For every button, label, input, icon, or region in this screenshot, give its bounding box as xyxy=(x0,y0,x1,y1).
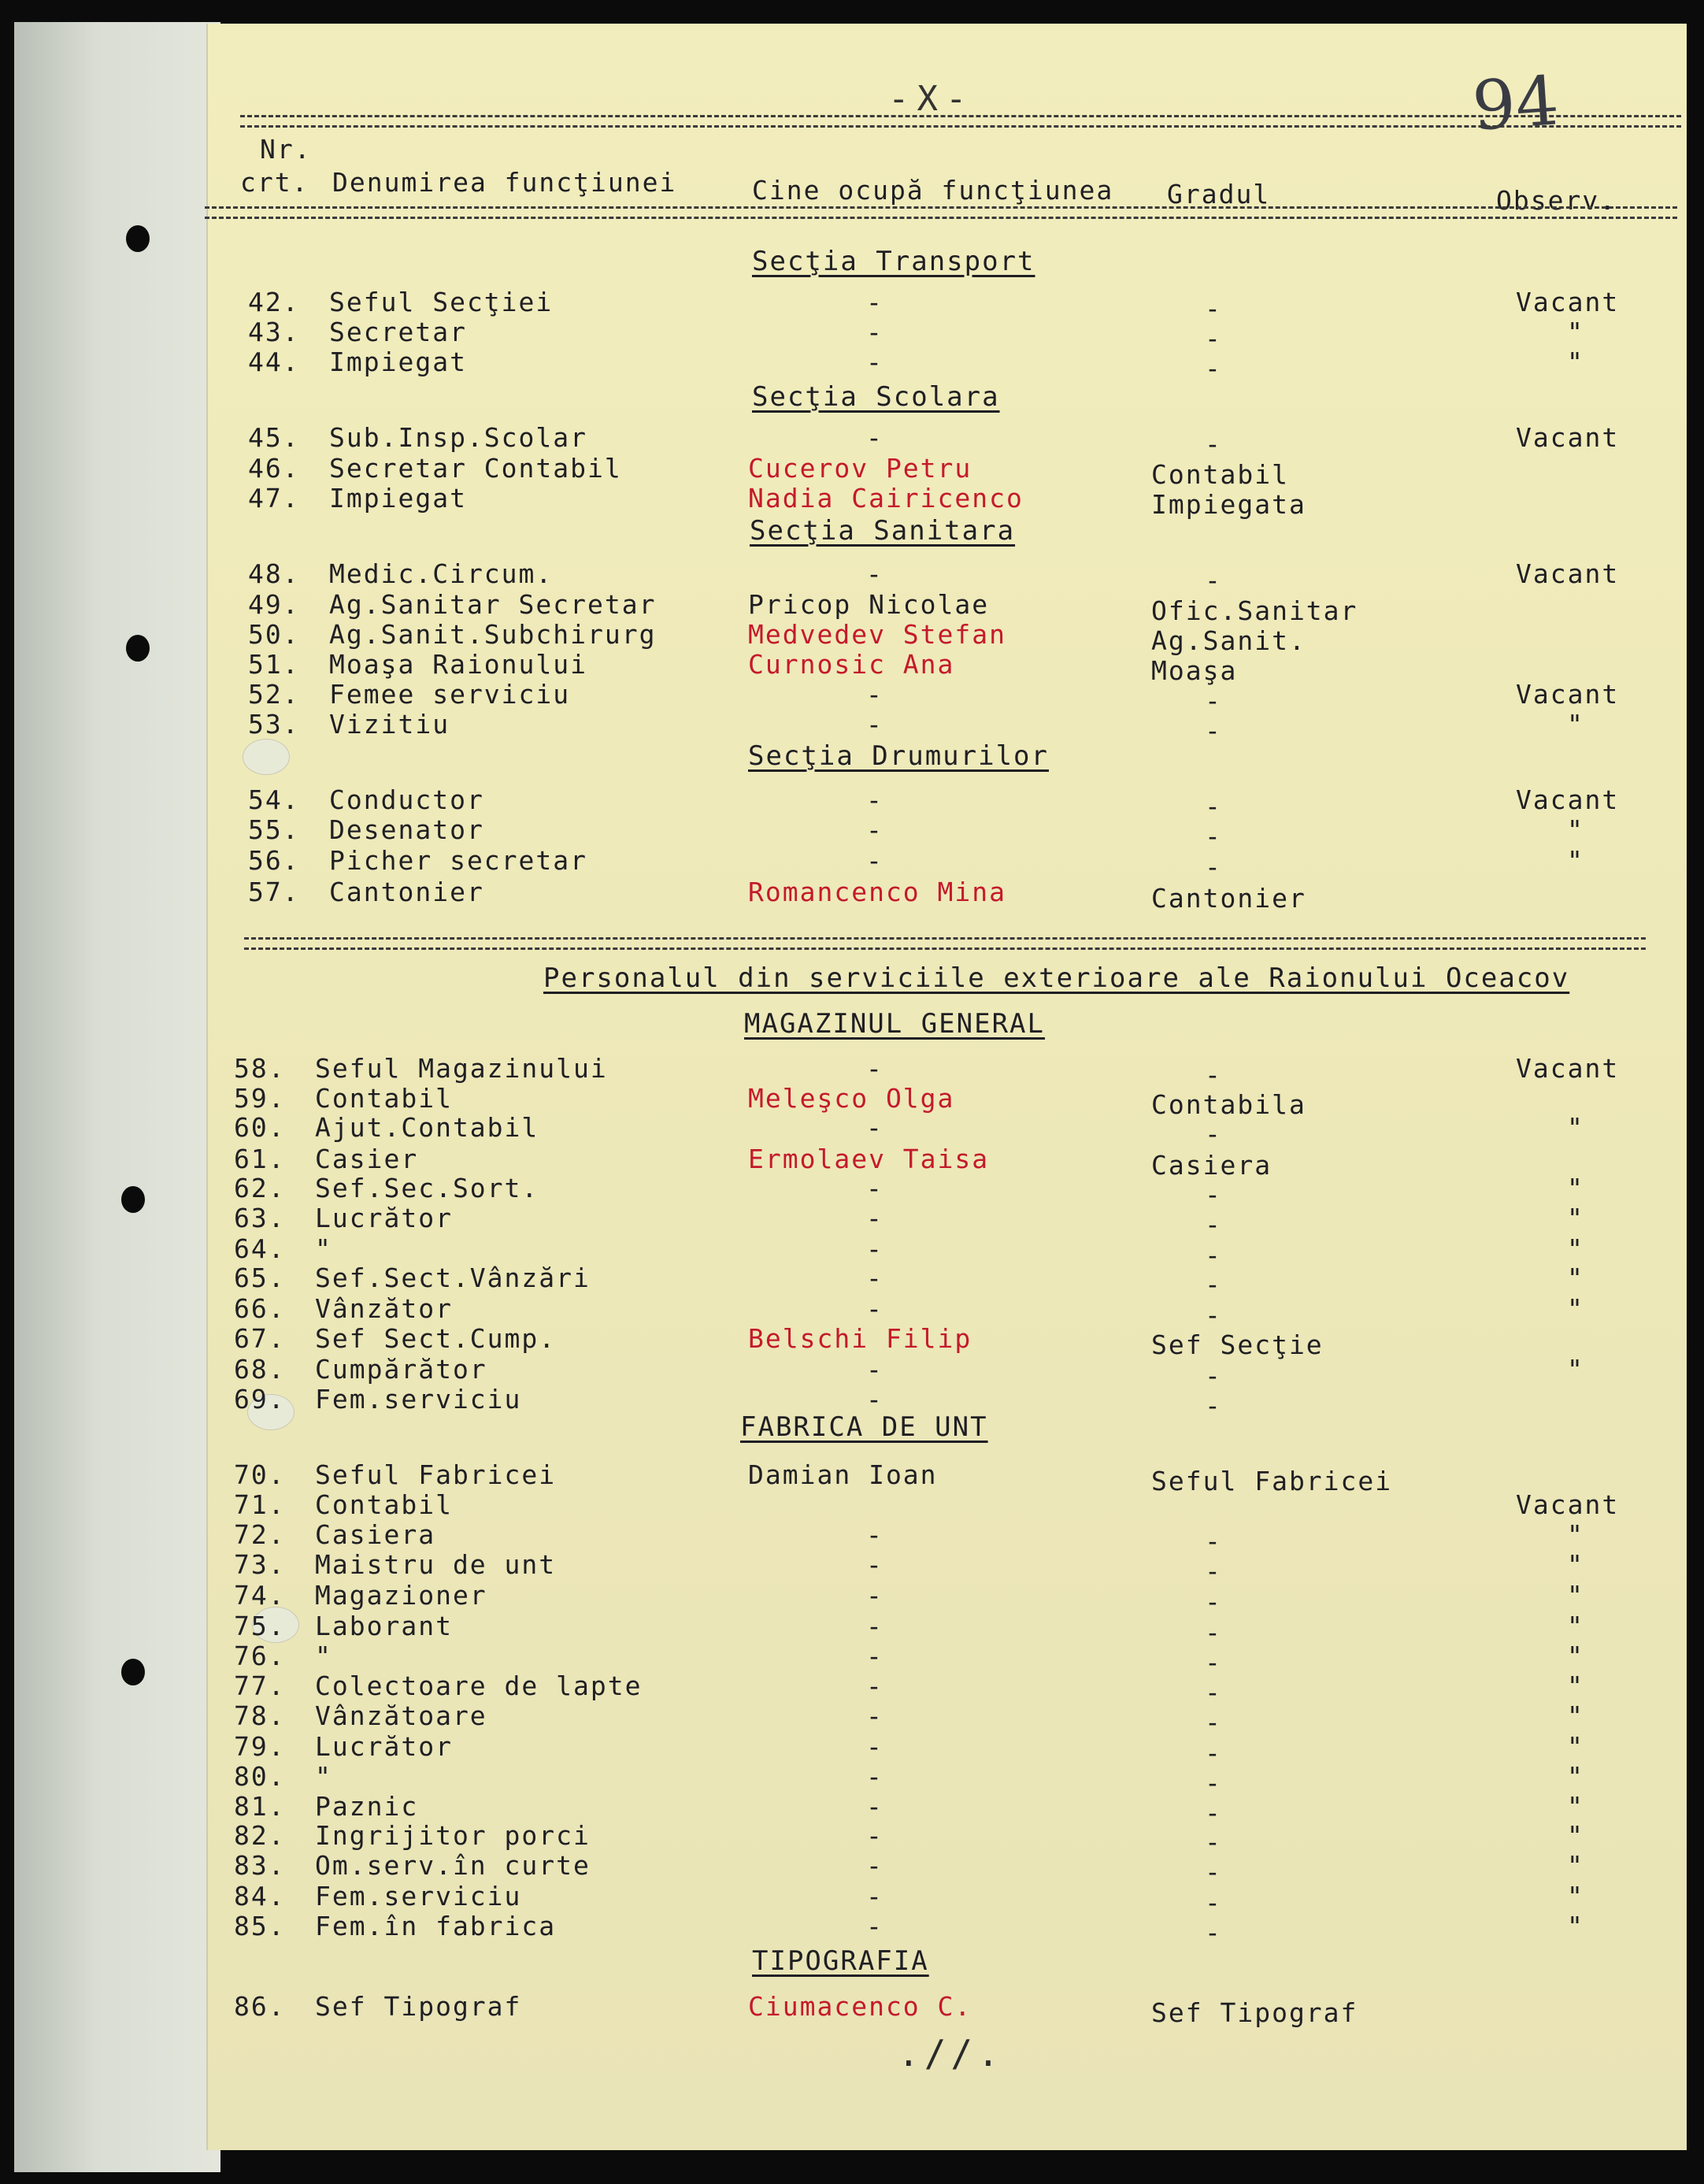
function-name: Magazioner xyxy=(315,1580,487,1611)
rule xyxy=(240,115,1681,128)
row-number: 77. xyxy=(234,1670,286,1701)
occupant-name: Ermolaev Taisa xyxy=(748,1144,990,1174)
rank: Contabil xyxy=(1151,459,1289,490)
remarks: " xyxy=(1567,1233,1584,1264)
rank: - xyxy=(1205,1269,1222,1300)
occupant-name: - xyxy=(866,1519,883,1550)
row-number: 65. xyxy=(234,1263,286,1293)
row-number: 70. xyxy=(234,1459,286,1490)
row-number: 43. xyxy=(248,317,300,347)
occupant-name: - xyxy=(866,1731,883,1762)
remarks: " xyxy=(1567,845,1584,876)
remarks: " xyxy=(1567,1911,1584,1941)
rank: Seful Fabricei xyxy=(1151,1466,1393,1496)
rank: - xyxy=(1205,1767,1222,1798)
row-number: 73. xyxy=(234,1549,286,1580)
row-number: 67. xyxy=(234,1323,286,1354)
remarks: " xyxy=(1567,1731,1584,1762)
occupant-name: - xyxy=(866,1173,883,1203)
function-name: Ag.Sanitar Secretar xyxy=(329,589,657,620)
function-name: Seful Magazinului xyxy=(315,1053,608,1084)
header-crt: crt. xyxy=(240,167,309,198)
row-number: 75. xyxy=(234,1611,286,1641)
function-name: Ag.Sanit.Subchirurg xyxy=(329,619,657,650)
occupant-name: - xyxy=(866,1203,883,1233)
function-name: Conductor xyxy=(329,784,484,815)
rank: - xyxy=(1205,1887,1222,1918)
occupant-name: - xyxy=(866,1761,883,1792)
occupant-name: - xyxy=(866,679,883,710)
occupant-name: - xyxy=(866,845,883,876)
rank: - xyxy=(1205,428,1222,459)
function-name: " xyxy=(315,1761,332,1792)
rank: - xyxy=(1205,1300,1222,1330)
paper-hole xyxy=(243,739,290,775)
row-number: 71. xyxy=(234,1489,286,1520)
function-name: Vânzătoare xyxy=(315,1700,487,1731)
occupant-name: - xyxy=(866,1611,883,1641)
occupant-name: - xyxy=(866,1053,883,1084)
section-title: Secţia Scolara xyxy=(752,381,1000,413)
row-number: 49. xyxy=(248,589,300,620)
function-name: Laborant xyxy=(315,1611,453,1641)
rank: - xyxy=(1205,715,1222,746)
row-number: 68. xyxy=(234,1354,286,1385)
row-number: 59. xyxy=(234,1083,286,1114)
section-title: Personalul din serviciile exterioare ale Raionului Oceacov xyxy=(543,962,1570,994)
occupant-name: Pricop Nicolae xyxy=(748,589,990,620)
row-number: 57. xyxy=(248,877,300,907)
rank: Sef Tipograf xyxy=(1151,1997,1358,2028)
remarks: " xyxy=(1567,1700,1584,1731)
rank: Impiegata xyxy=(1151,489,1306,520)
remarks: " xyxy=(1567,1354,1584,1385)
rank: - xyxy=(1205,791,1222,821)
row-number: 44. xyxy=(248,347,300,377)
occupant-name: - xyxy=(866,317,883,347)
occupant-name: - xyxy=(866,1112,883,1143)
row-number: 78. xyxy=(234,1700,286,1731)
row-number: 45. xyxy=(248,422,300,453)
occupant-name: - xyxy=(866,814,883,845)
rank: - xyxy=(1205,1360,1222,1391)
function-name: Ingrijitor porci xyxy=(315,1820,591,1851)
row-number: 86. xyxy=(234,1991,286,2022)
row-number: 42. xyxy=(248,287,300,317)
remarks: " xyxy=(1567,1519,1584,1550)
function-name: Sef Sect.Cump. xyxy=(315,1323,557,1354)
row-number: 63. xyxy=(234,1203,286,1233)
remarks: Vacant xyxy=(1516,784,1620,815)
remarks: " xyxy=(1567,709,1584,740)
row-number: 61. xyxy=(234,1144,286,1174)
row-number: 66. xyxy=(234,1293,286,1324)
function-name: Fem.serviciu xyxy=(315,1384,522,1415)
function-name: Ajut.Contabil xyxy=(315,1112,539,1143)
rule xyxy=(244,937,1646,950)
rank: - xyxy=(1205,1240,1222,1270)
function-name: " xyxy=(315,1641,332,1671)
remarks: " xyxy=(1567,1850,1584,1881)
section-title: FABRICA DE UNT xyxy=(740,1411,988,1443)
section-title: Secţia Sanitara xyxy=(750,515,1016,547)
section-title: MAGAZINUL GENERAL xyxy=(744,1008,1045,1040)
row-number: 80. xyxy=(234,1761,286,1792)
row-number: 58. xyxy=(234,1053,286,1084)
rank: - xyxy=(1205,1737,1222,1768)
remarks: Vacant xyxy=(1516,287,1620,317)
function-name: Moaşa Raionului xyxy=(329,649,588,680)
header-occupant: Cine ocupă funcţiunea xyxy=(752,175,1114,206)
occupant-name: - xyxy=(866,1700,883,1731)
rank: - xyxy=(1205,1390,1222,1421)
remarks: " xyxy=(1567,1881,1584,1911)
function-name: Fem.în fabrica xyxy=(315,1911,557,1941)
occupant-name: - xyxy=(866,422,883,453)
function-name: Seful Secţiei xyxy=(329,287,554,317)
occupant-name: Romancenco Mina xyxy=(748,877,1007,907)
occupant-name: - xyxy=(866,1263,883,1293)
occupant-name: Belschi Filip xyxy=(748,1323,972,1354)
occupant-name: - xyxy=(866,709,883,740)
rank: - xyxy=(1205,1617,1222,1648)
rank: - xyxy=(1205,1707,1222,1737)
row-number: 64. xyxy=(234,1233,286,1264)
rank: - xyxy=(1205,353,1222,384)
function-name: Maistru de unt xyxy=(315,1549,557,1580)
row-number: 47. xyxy=(248,483,300,514)
row-number: 81. xyxy=(234,1791,286,1822)
remarks: " xyxy=(1567,1263,1584,1293)
remarks: " xyxy=(1567,1580,1584,1611)
function-name: Contabil xyxy=(315,1489,453,1520)
rank: - xyxy=(1205,293,1222,324)
remarks: Vacant xyxy=(1516,558,1620,589)
occupant-name: - xyxy=(866,287,883,317)
row-number: 60. xyxy=(234,1112,286,1143)
remarks: Vacant xyxy=(1516,1053,1620,1084)
function-name: Lucrător xyxy=(315,1731,453,1762)
rank: - xyxy=(1205,565,1222,595)
remarks: " xyxy=(1567,317,1584,347)
function-name: Cumpărător xyxy=(315,1354,487,1385)
rank: - xyxy=(1205,1647,1222,1678)
remarks: " xyxy=(1567,1761,1584,1792)
remarks: " xyxy=(1567,1791,1584,1822)
row-number: 48. xyxy=(248,558,300,589)
header-remarks: Observ. xyxy=(1496,185,1617,216)
remarks: " xyxy=(1567,347,1584,377)
row-number: 74. xyxy=(234,1580,286,1611)
function-name: Sef.Sec.Sort. xyxy=(315,1173,539,1203)
rank: - xyxy=(1205,821,1222,851)
row-number: 50. xyxy=(248,619,300,650)
function-name: Cantonier xyxy=(329,877,484,907)
row-number: 76. xyxy=(234,1641,286,1671)
row-number: 82. xyxy=(234,1820,286,1851)
row-number: 51. xyxy=(248,649,300,680)
occupant-name: Medvedev Stefan xyxy=(748,619,1007,650)
occupant-name: - xyxy=(866,1670,883,1701)
occupant-name: - xyxy=(866,1881,883,1911)
row-number: 69. xyxy=(234,1384,286,1415)
function-name: Sef Tipograf xyxy=(315,1991,522,2022)
function-name: Impiegat xyxy=(329,347,467,377)
function-name: Seful Fabricei xyxy=(315,1459,557,1490)
occupant-name: Ciumacenco C. xyxy=(748,1991,972,2022)
rank: - xyxy=(1205,1917,1222,1948)
function-name: Desenator xyxy=(329,814,484,845)
punch-hole xyxy=(121,1186,145,1213)
occupant-name: - xyxy=(866,1850,883,1881)
section-title: Secţia Transport xyxy=(752,246,1035,277)
function-name: Vizitiu xyxy=(329,709,450,740)
function-name: Secretar Contabil xyxy=(329,453,622,484)
row-number: 62. xyxy=(234,1173,286,1203)
function-name: Casiera xyxy=(315,1519,436,1550)
binding-strip xyxy=(14,22,220,2172)
function-name: Casier xyxy=(315,1144,419,1174)
header-function: Denumirea funcţiunei xyxy=(332,167,677,198)
function-name: Sub.Insp.Scolar xyxy=(329,422,588,453)
occupant-name: Curnosic Ana xyxy=(748,649,955,680)
row-number: 53. xyxy=(248,709,300,740)
page-marker: -X- xyxy=(888,79,975,119)
row-number: 52. xyxy=(248,679,300,710)
occupant-name: - xyxy=(866,784,883,815)
rank: - xyxy=(1205,1059,1222,1090)
rank: - xyxy=(1205,1797,1222,1828)
header-rank: Gradul xyxy=(1167,179,1271,210)
remarks: " xyxy=(1567,1173,1584,1203)
occupant-name: - xyxy=(866,1791,883,1822)
row-number: 85. xyxy=(234,1911,286,1941)
rank: - xyxy=(1205,1179,1222,1210)
rank: - xyxy=(1205,1586,1222,1617)
rank: Casiera xyxy=(1151,1150,1272,1181)
row-number: 55. xyxy=(248,814,300,845)
rank: - xyxy=(1205,1526,1222,1556)
rank: - xyxy=(1205,1209,1222,1240)
rank: - xyxy=(1205,1856,1222,1887)
occupant-name: - xyxy=(866,1549,883,1580)
rank: - xyxy=(1205,685,1222,716)
rule xyxy=(205,206,1677,219)
occupant-name: Damian Ioan xyxy=(748,1459,938,1490)
function-name: Vânzător xyxy=(315,1293,453,1324)
rank: Contabila xyxy=(1151,1089,1306,1120)
occupant-name: - xyxy=(866,347,883,377)
footer-mark: .//. xyxy=(898,2032,1004,2075)
function-name: Colectoare de lapte xyxy=(315,1670,643,1701)
function-name: Lucrător xyxy=(315,1203,453,1233)
function-name: Paznic xyxy=(315,1791,419,1822)
occupant-name: - xyxy=(866,1580,883,1611)
function-name: Contabil xyxy=(315,1083,453,1114)
section-title: Secţia Drumurilor xyxy=(748,740,1049,772)
row-number: 56. xyxy=(248,845,300,876)
remarks: " xyxy=(1567,1611,1584,1641)
rank: - xyxy=(1205,1677,1222,1708)
function-name: Secretar xyxy=(329,317,467,347)
rank: - xyxy=(1205,1826,1222,1857)
remarks: " xyxy=(1567,1112,1584,1143)
occupant-name: - xyxy=(866,1641,883,1671)
function-name: Picher secretar xyxy=(329,845,588,876)
function-name: Om.serv.în curte xyxy=(315,1850,591,1881)
occupant-name: Nadia Cairicenco xyxy=(748,483,1024,514)
occupant-name: - xyxy=(866,1911,883,1941)
row-number: 46. xyxy=(248,453,300,484)
function-name: Medic.Circum. xyxy=(329,558,554,589)
punch-hole xyxy=(126,225,150,252)
remarks: " xyxy=(1567,1549,1584,1580)
rank: - xyxy=(1205,1555,1222,1586)
occupant-name: - xyxy=(866,1384,883,1415)
remarks: " xyxy=(1567,1820,1584,1851)
rank: Cantonier xyxy=(1151,883,1306,914)
row-number: 79. xyxy=(234,1731,286,1762)
page-number: 94 xyxy=(1469,61,1561,146)
row-number: 83. xyxy=(234,1850,286,1881)
occupant-name: - xyxy=(866,1233,883,1264)
occupant-name: - xyxy=(866,1820,883,1851)
remarks: " xyxy=(1567,1641,1584,1671)
rank: - xyxy=(1205,1118,1222,1149)
row-number: 54. xyxy=(248,784,300,815)
row-number: 84. xyxy=(234,1881,286,1911)
remarks: " xyxy=(1567,1293,1584,1324)
occupant-name: Meleşco Olga xyxy=(748,1083,955,1114)
occupant-name: - xyxy=(866,1354,883,1385)
rank: Sef Secţie xyxy=(1151,1329,1324,1360)
remarks: Vacant xyxy=(1516,422,1620,453)
rank: - xyxy=(1205,851,1222,882)
function-name: Fem.serviciu xyxy=(315,1881,522,1911)
remarks: " xyxy=(1567,1670,1584,1701)
punch-hole xyxy=(126,635,150,662)
rank: Ag.Sanit. xyxy=(1151,625,1306,656)
rank: - xyxy=(1205,323,1222,354)
punch-hole xyxy=(121,1659,145,1685)
function-name: " xyxy=(315,1233,332,1264)
header-nr: Nr. xyxy=(260,134,312,165)
function-name: Femee serviciu xyxy=(329,679,571,710)
rank: Moaşa xyxy=(1151,655,1238,686)
remarks: " xyxy=(1567,1203,1584,1233)
function-name: Impiegat xyxy=(329,483,467,514)
function-name: Sef.Sect.Vânzări xyxy=(315,1263,591,1293)
section-title: TIPOGRAFIA xyxy=(752,1945,929,1977)
remarks: " xyxy=(1567,814,1584,845)
remarks: Vacant xyxy=(1516,1489,1620,1520)
remarks: Vacant xyxy=(1516,679,1620,710)
occupant-name: - xyxy=(866,558,883,589)
occupant-name: - xyxy=(866,1293,883,1324)
rank: Ofic.Sanitar xyxy=(1151,595,1358,626)
occupant-name: Cucerov Petru xyxy=(748,453,972,484)
row-number: 72. xyxy=(234,1519,286,1550)
